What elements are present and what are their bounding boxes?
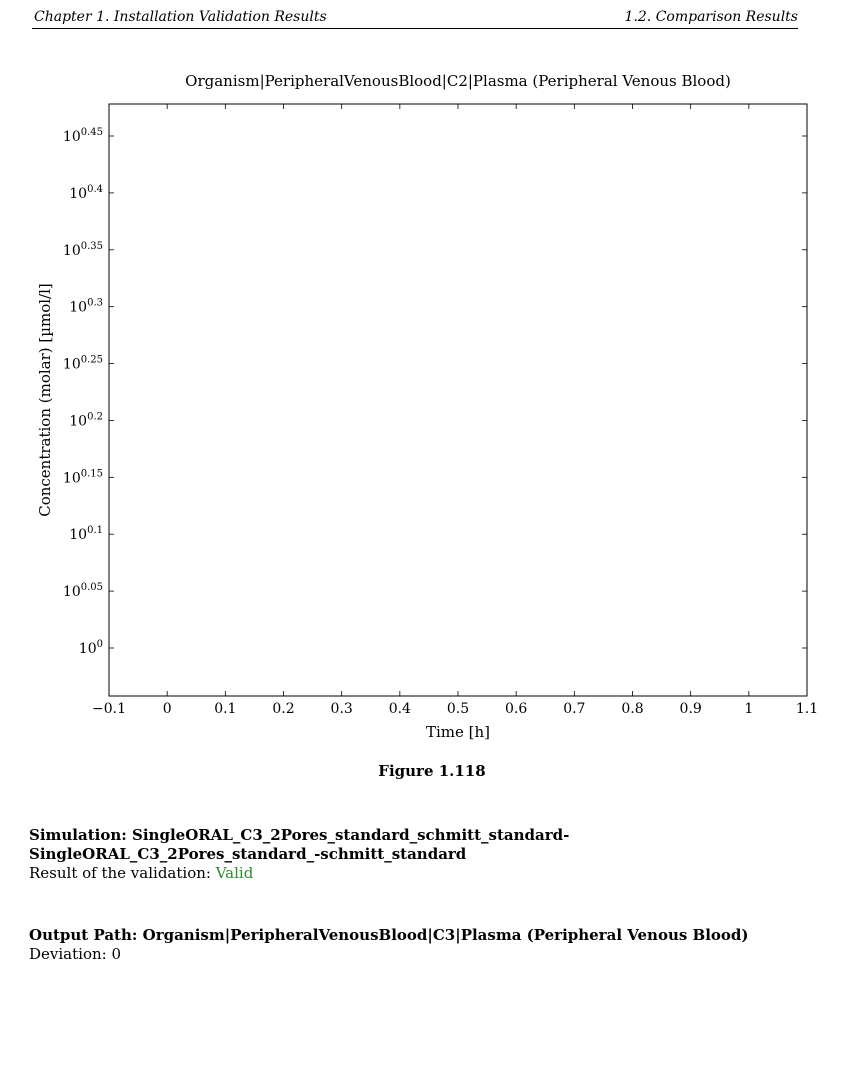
x-tick-label: −0.1 bbox=[92, 701, 126, 717]
validation-result-label: Result of the validation: bbox=[29, 864, 216, 882]
y-tick-label: $10^{0.4}$ bbox=[69, 183, 103, 202]
validation-result bbox=[29, 864, 829, 883]
header-rule bbox=[32, 28, 798, 29]
y-tick-label: $10^{0.25}$ bbox=[62, 354, 103, 373]
x-tick-label: 0.8 bbox=[621, 701, 644, 717]
x-tick-label: 0.9 bbox=[679, 701, 702, 717]
running-header-section: 1.2. Comparison Results bbox=[624, 9, 798, 25]
simulation-heading: Simulation: SingleORAL_C3_2Pores_standard_schmitt_standard-SingleORAL_C3_2Pores_standard_-schmitt_standard bbox=[29, 826, 570, 863]
figure-caption: Figure 1.118 bbox=[378, 762, 486, 780]
y-tick-label: $10^{0.15}$ bbox=[62, 468, 103, 487]
y-axis-label: Concentration (molar) [µmol/l] bbox=[36, 283, 54, 517]
deviation-text: Deviation: 0 bbox=[29, 945, 121, 963]
y-tick-label: $10^{0.3}$ bbox=[69, 297, 103, 316]
x-tick-label: 0.5 bbox=[446, 701, 470, 717]
x-tick-label: 1 bbox=[744, 701, 754, 717]
x-tick-label: 1.1 bbox=[795, 701, 819, 717]
x-tick-label: 0.2 bbox=[272, 701, 295, 717]
y-tick-label: $10^0$ bbox=[78, 639, 103, 657]
chart bbox=[0, 60, 864, 750]
x-axis-ticks bbox=[92, 104, 818, 717]
output-path-block bbox=[29, 926, 829, 964]
plot-frame bbox=[109, 104, 807, 696]
y-tick-label: $10^{0.35}$ bbox=[62, 240, 103, 259]
x-tick-label: 0.7 bbox=[563, 701, 586, 717]
y-tick-label: $10^{0.45}$ bbox=[62, 127, 103, 145]
chart-title: Organism|PeripheralVenousBlood|C2|Plasma (Peripheral Venous Blood) bbox=[185, 72, 731, 90]
x-tick-label: 0 bbox=[162, 701, 172, 717]
x-tick-label: 0.4 bbox=[388, 701, 411, 717]
x-tick-label: 0.1 bbox=[214, 701, 237, 717]
x-tick-label: 0.3 bbox=[330, 701, 353, 717]
validation-result-value: Valid bbox=[215, 864, 254, 882]
y-axis-ticks bbox=[63, 127, 807, 657]
output-path-heading: Output Path: Organism|PeripheralVenousBlood|C3|Plasma (Peripheral Venous Blood) bbox=[29, 926, 749, 944]
y-tick-label: $10^{0.2}$ bbox=[69, 411, 103, 430]
y-tick-label: $10^{0.05}$ bbox=[62, 582, 103, 601]
x-axis-label: Time [h] bbox=[425, 723, 491, 741]
simulation-block bbox=[29, 826, 829, 883]
x-tick-label: 0.6 bbox=[505, 701, 528, 717]
running-header-chapter: Chapter 1. Installation Validation Results bbox=[34, 9, 327, 25]
y-tick-label: $10^{0.1}$ bbox=[69, 525, 103, 544]
